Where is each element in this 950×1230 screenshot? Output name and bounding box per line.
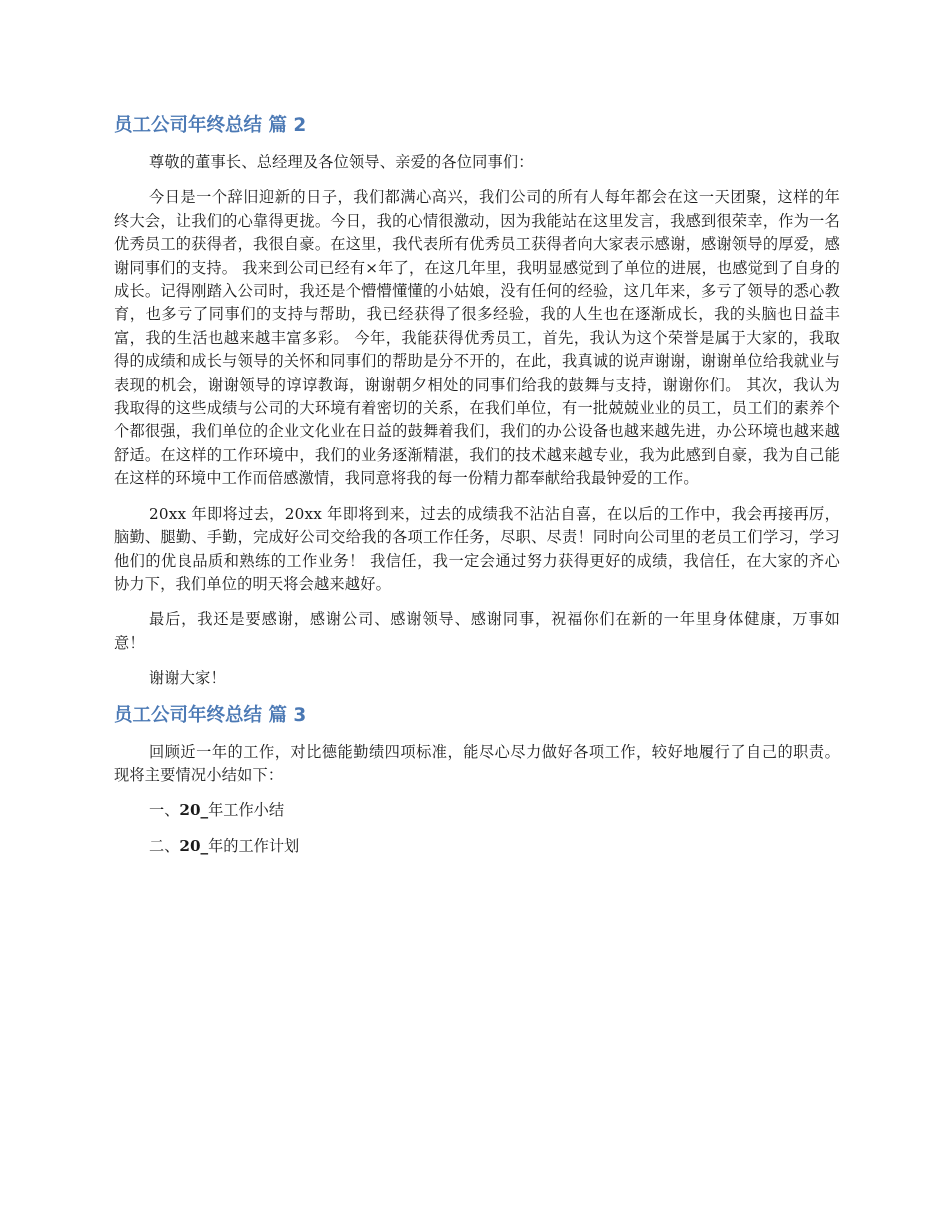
- list-item: [114, 799, 840, 822]
- list-item-year: 20_: [179, 836, 209, 855]
- list-item-year: 20_: [179, 801, 209, 820]
- list-item-prefix: 一、: [149, 801, 180, 820]
- list-item: [114, 835, 840, 858]
- section-title-2: 员工公司年终总结 篇 2: [114, 115, 307, 136]
- list-item-text: 年工作小结: [208, 801, 285, 820]
- paragraph-body-2: 20xx 年即将过去，20xx 年即将到来，过去的成绩我不沾沾自喜，在以后的工作中，我会再接再厉，脑勤、腿勤、手勤，完成好公司交给我的各项工作任务，尽职、尽责！同时向公司里的老员工们学习，学习他们的优良品质和熟练的工作业务！ 我信任，我一定会通过努力获得更好的成绩，我信任，在大家的齐心协力下，我们单位的明天将会越来越好。: [114, 504, 840, 593]
- section-title-3: 员工公司年终总结 篇 3: [114, 704, 307, 726]
- salutation: 尊敬的董事长、总经理及各位领导、亲爱的各位同事们：: [149, 153, 534, 171]
- closing-thanks: 谢谢大家！: [149, 669, 226, 688]
- list-item-prefix: 二、: [149, 836, 180, 855]
- paragraph-body-1: 今日是一个辞旧迎新的日子，我们都满心高兴，我们公司的所有人每年都会在这一天团聚，这样的年终大会，让我们的心靠得更拢。今日，我的心情很激动，因为我能站在这里发言，我感到很荣幸，作为一名优秀员工的获得者，我很自豪。在这里，我代表所有优秀员工获得者向大家表示感谢，感谢领导的厚爱，感谢同事们的支持。 我来到公司已经有×年了，在这几年里，我明显感觉到了单位的进展，也感觉到了自身的成长。记得刚踏入公司时，我还是个懵懵懂懂的小姑娘，没有任何的经验，这几年来，多亏了领导的悉心教育，也多亏了同事们的支持与帮助，我已经获得了很多经验，我的人生也在逐渐成长，我的头脑也日益丰富，我的生活也越来越丰富多彩。 今年，我能获得优秀员工，首先，我认为这个荣誉是属于大家的，我取得的成绩和成长与领导的关怀和同事们的帮助是分不开的，在此，我真诚的说声谢谢，谢谢单位给我就业与表现的机会，谢谢领导的谆谆教诲，谢谢朝夕相处的同事们给我的鼓舞与支持，谢谢你们。 其次，我认为我取得的这些成绩与公司的大环境有着密切的关系，在我们单位，有一批兢兢业业的员工，员工们的素养个个都很强，我们单位的企业文化业在日益的鼓舞着我们，我们的办公设备也越来越先进，办公环境也越来越舒适。在这样的工作环境中，我们的业务逐渐精湛，我们的技术越来越专业，我为此感到自豪，我为自己能在这样的环境中工作而倍感激情，我同意将我的每一份精力都奉献给我最钟爱的工作。: [114, 188, 840, 488]
- paragraph-body-3: 最后，我还是要感谢，感谢公司、感谢领导、感谢同事，祝福你们在新的一年里身体健康，万事如意！: [114, 610, 840, 652]
- list-item-text: 年的工作计划: [208, 836, 300, 855]
- paragraph-review: 回顾近一年的工作，对比德能勤绩四项标准，能尽心尽力做好各项工作，较好地履行了自己的职责。现将主要情况小结如下：: [114, 742, 840, 784]
- document-page: [114, 112, 840, 858]
